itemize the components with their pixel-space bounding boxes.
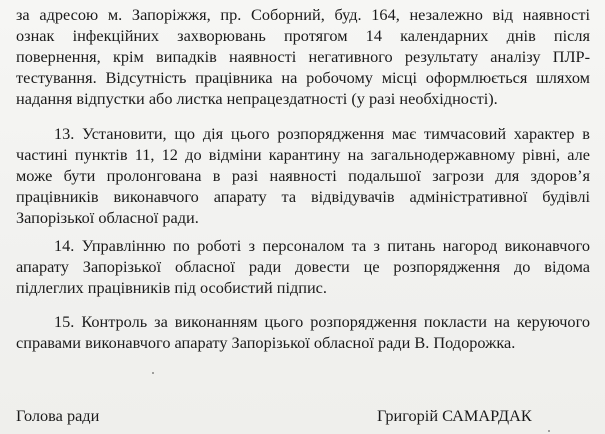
paragraph-13 — [16, 123, 590, 228]
paragraph-15 — [16, 311, 590, 353]
signature-position: Голова ради — [16, 406, 100, 425]
text-line: повернення, крім випадків наявності негативного результату аналізу ПЛР- — [16, 47, 590, 66]
text-line: за адресою м. Запоріжжя, пр. Соборний, буд. 164, незалежно від наявності — [16, 5, 590, 24]
text-line: частині пунктів 11, 12 до відміни карантину на загальнодержавному рівні, але — [16, 145, 590, 164]
text-line: тестування. Відсутність працівника на робочому місці оформлюється шляхом — [16, 68, 590, 87]
paragraph-14 — [16, 235, 590, 298]
paragraph-12-continuation — [16, 4, 590, 109]
text-line: ознак інфекційних захворювань протягом 14 календарних днів після — [16, 26, 590, 45]
text-line: 13. Установити, що дія цього розпорядження має тимчасовий характер в — [54, 124, 590, 143]
text-line: може бути пролонгована в разі наявності подальшої загрози для здоров’я — [16, 166, 590, 185]
text-line: справами виконавчого апарату Запорізької обласної ради В. Подорожка. — [16, 333, 516, 352]
text-line: Запорізької обласної ради. — [16, 208, 199, 227]
text-line: 15. Контроль за виконанням цього розпорядження покласти на керуючого — [54, 312, 590, 331]
text-line: надання відпустки або листка непрацездатності (у разі необхідності). — [16, 89, 498, 108]
scan-speck — [548, 430, 550, 432]
scan-speck — [152, 372, 154, 374]
text-line: апарату Запорізької обласної ради довести це розпорядження до відома — [16, 257, 590, 276]
text-line: підлеглих працівників під особистий підпис. — [16, 278, 327, 297]
text-line: 14. Управлінню по роботі з персоналом та з питань нагород виконавчого — [54, 236, 590, 255]
signature-name: Григорій САМАРДАК — [377, 406, 532, 425]
text-line: працівників виконавчого апарату та відвідувачів адміністративної будівлі — [16, 187, 590, 206]
